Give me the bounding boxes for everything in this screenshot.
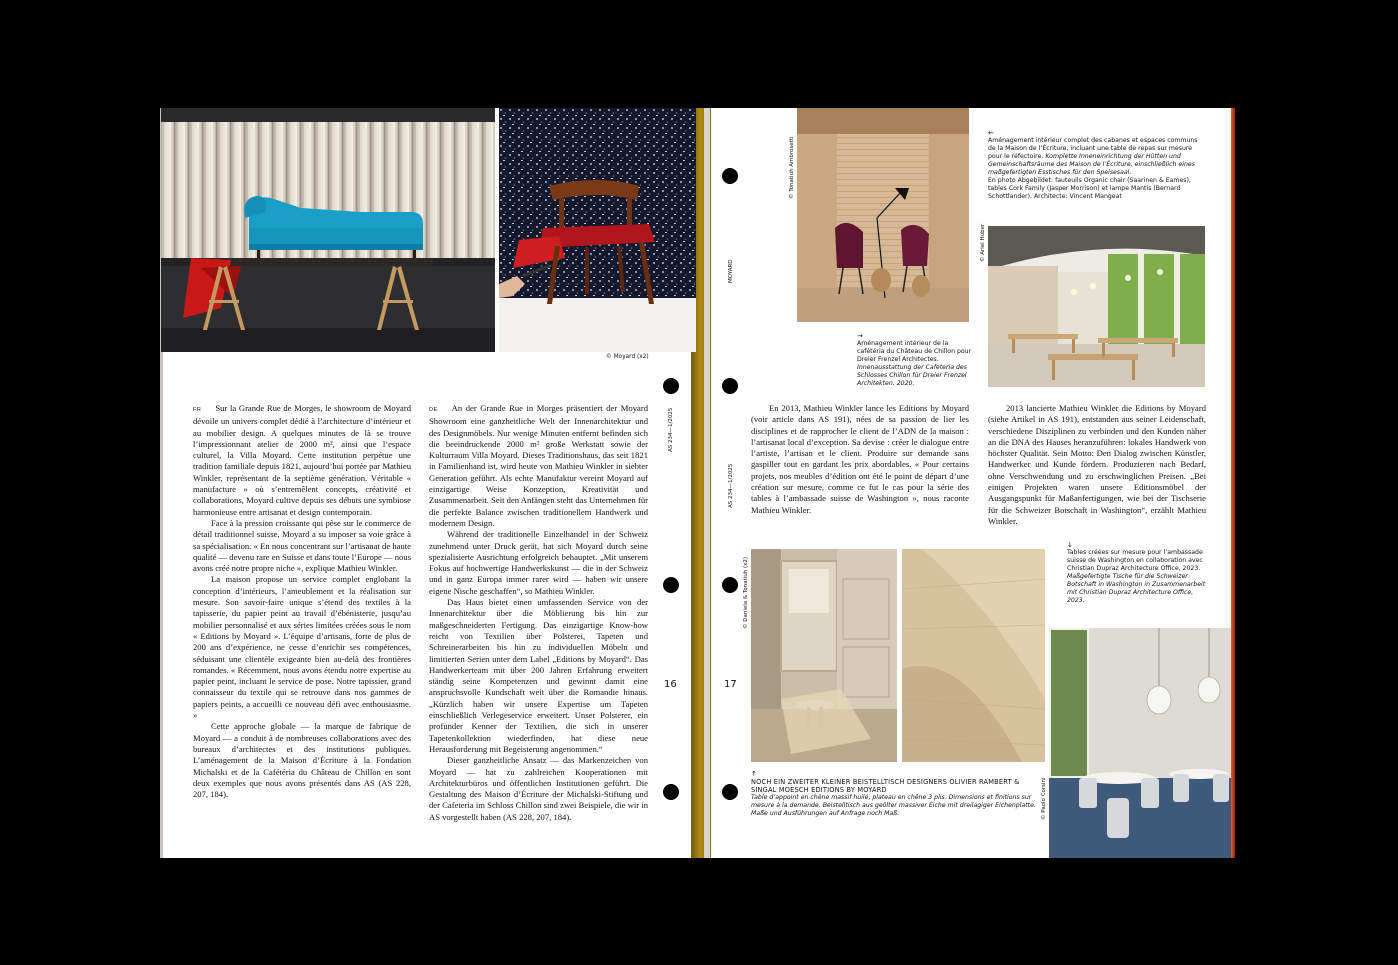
fr-paragraph-3: La maison propose un service complet englobant la conception d’intérieurs, l’ameublement et la réalisation sur mesure. Son savoir-faire unique s’étend des textiles à la tapisserie, du papier peint au travail d’ébénisterie, jusqu’au mobilier personnalisé et aux séries limitées créées sous le nom « Editions by Moyard ». L’équipe d’artisans, forte de plus de 200 ans d’expérience, ne cesse d’enrichir ses compétences, séduisant une clientèle exigeante bien au-delà des frontières romandes. « Récemment, nous avons étendu notre expertise au papier peint, incluant le service de pose. Notre tapissier, grand connaisseur du textile qui se retrouve dans nos gammes de papiers peints, a accueilli ce nouveau défi avec enthousiasme. » [193,574,411,721]
caption-washington [1067,541,1207,605]
de-paragraph-2: Während der traditionelle Einzelhandel in der Schweiz zunehmend unter Druck gerät, hat sich Moyard durch seine spezialisierte Ausrichtung erfolgreich behauptet. „Mit unserem Fokus auf hochwertige Handwerkskunst — die in der Schweiz und in ganz Europa immer rarer wird — haben wir unsere eigene Nische geschaffen“, so Mathieu Winkler. [429,529,648,596]
page-number-right: 17 [724,679,737,690]
right-de-paragraph: 2013 lancierte Mathieu Winkler die Editions by Moyard (siehe Artikel in AS 191), entstanden aus seiner Leidenschaft, verschiedene Disziplinen zu verbinden und den Kunden näher an die DNA des Hauses heranzuführen: lokales Handwerk von höchster Qualität. Sein Motto: Den Dialog zwischen Künstler, Handwerker und Kunde fördern. Produzieren nach Bedarf, ohne Verschwendung und zu erschwinglichen Preisen. „Bei einigen Projekten waren unsere Editionsmöbel der Ausgangspunkt für Maßanfertigungen, wie bei der Tischserie für die Schweizer Botschaft in Washington“, erzählt Mathieu Winkler. [988,403,1206,526]
caption-cabanes-photo: En photo Abgebildet: fauteuils Organic chair (Saarinen & Eames), tables Cork Family (Jasper Morrison) et lampe Mantis (Bernard Schottlander). Architecte: Vincent Mangeat [988,177,1191,200]
lang-label-de: DE [429,407,438,413]
fr-paragraph-2: Face à la pression croissante qui pèse sur le commerce de détail traditionnel suisse, Moyard a su imposer sa voie grâce à sa spécialisation. « En nous concentrant sur l’artisanat de haute qualité — devenu rare en Suisse et dans toute l’Europe — nous avons créé notre propre niche », explique Mathieu Winkler. [193,517,411,574]
column-right-de [988,403,1206,527]
credit-moyard: © Moyard (x2) [606,354,649,360]
issue-label-right: AS 234—1/2025 [728,463,734,508]
photo-room-side-table [751,549,897,762]
binder-hole [722,168,738,184]
credit-ariel: © Ariel Huber [980,223,986,262]
de-paragraph-4: Dieser ganzheitliche Ansatz — das Markenzeichen von Moyard — hat zu zahlreichen Kooperationen mit Architekturbüros und öffentlichen Institutionen geführt. Die Gestaltung des Maison d’Écriture der Michalski-Stiftung und der Cafeteria im Schloss Chillon sind zwei Beispiele, die wir in AS vorgestellt haben (AS 228, 207, 184). [429,755,648,822]
photo-embassy-tables [1049,628,1231,858]
column-de [429,403,648,823]
credit-paolo: © Paolo Corsini [1041,777,1047,820]
credit-tonatiuh: © Tonatiuh Ambrosetti [789,136,795,199]
fr-paragraph-1: Sur la Grande Rue de Morges, le showroom de Moyard dévoile un univers complet dédié à l’architecture d’intérieur et au mobilier design. A quelques minutes de là se trouve l’impressionnant atelier de 2000 m², ainsi que l’espace culturel, la Villa Moyard. Cette institution perpétue une tradition familiale depuis 1821, aujourd’hui portée par Mathieu Winkler, représentant de la septième génération. Véritable « manufacture » où s’entremêlent concepts, créativité et collaborations, Moyard cultive depuis ses débuts une symbiose harmonieuse entre artisanat et design contemporain. [193,403,411,517]
binder-hole [663,577,679,593]
de-paragraph-1: An der Grande Rue in Morges präsentiert der Moyard Showroom eine ganzheitliche Welt der Innenarchitektur und des Designmöbels. Nur wenige Minuten entfernt befinden sich die beeindruckende 2000 m² große Werkstatt sowie der Kulturraum Villa Moyard. Dieses Traditionshaus, das seit 1821 in Familienhand ist, wird heute von Mathieu Winkler in siebter Generation geführt. Als echte Manufaktur vereint Moyard auf einzigartige Weise Konzeption, Kreativität und Zusammenarbeit. Seit den Anfängen steht das Unternehmen für die perfekte Balance zwischen traditionellem Handwerk und modernem Design. [429,403,648,528]
section-label: MOYARD [728,259,734,283]
caption-cabanes [988,129,1206,201]
caption-beistelltisch-de: Beistelltisch aus geölter massiver Eiche mit dreilagiger Eichenplatte. Maße und Ausführungen auf Anfrage noch Maß. [751,802,1036,817]
caption-chillon [857,332,975,388]
binder-hole [663,784,679,800]
caption-cabanes-de: Komplette Inneneinrichtung der Hütten und Gemeinschaftsräume des Maison de l’Écriture, einschließlich eines maßgefertigten Esstisches für den Speisesaal. [988,153,1195,176]
photo-oak-detail [902,549,1045,762]
caption-beistelltisch [751,770,1041,818]
fr-paragraph-4: Cette approche globale — la marque de fabrique de Moyard — a conduit à de nombreuses collaborations avec des bureaux d’architectes et des institutions publiques. L’aménagement de la Maison d’Écriture à la Fondation Michalski et de la Cafétéria du Château de Chillon en sont deux exemples que nous avons présentés dans AS (AS 228, 207, 184). [193,721,411,800]
gutter-shadow [704,108,710,858]
issue-label-left: AS 234—1/2025 [668,407,674,452]
caption-washington-fr: Tables créées sur mesure pour l’ambassade suisse de Washington en collaboration avec Christian Dupraz Architecture Office, 2023. [1067,549,1203,572]
caption-cabanes-fr: Aménagement intérieur complet des cabanes et espaces communs de la Maison de l’Écriture, incluant une table de repas sur mesure pour le réfectoire. [988,137,1198,160]
arrow-right-icon: → [857,332,863,340]
binder-hole [722,577,738,593]
de-paragraph-3: Das Haus bietet einen umfassenden Service von der Innenarchitektur über die Möblierung bis hin zur maßgeschneiderten Fertigung. Das einzigartige Know-how reicht von Textilien über Polsterei, Tapeten und Schreinerarbeiten bis hin zu individuellen Möbeln und limitierten Serien unter dem Label „Editions by Moyard“. Das Handwerkerteam mit über 200 Jahren Erfahrung erweitert ständig seine Kompetenzen und gewinnt damit eine anspruchsvolle Kundschaft weit über die Romandie hinaus. „Kürzlich haben wir unsere Expertise um Tapeten einschließlich Verlegeservice erweitert. Unser Polsterer, ein profunder Kenner der Textilien, die sich in unserer Tapetenkollektion wiederfinden, hat diese neue Herausforderung mit Begeisterung angenommen.“ [429,597,648,754]
right-fr-paragraph: En 2013, Mathieu Winkler lance les Editions by Moyard (voir article dans AS 191), nées de sa passion de lier les disciplines et de rapprocher le client de l’ADN de la maison : l’artisanat local d’exception. Sa devise : créer le dialogue entre l’artiste, l’artisan et le client. Produire sur demande sans gaspiller tout en gardant les prix abordables. « Pour certains projets, nos meubles d’édition ont été le point de départ d’une création sur mesure, comme ce fut le cas pour la série des tables à l’ambassade suisse de Washington », nous raconte Mathieu Winkler. [751,403,969,515]
photo-cabin-interior [797,108,969,322]
photo-wooden-chair [499,108,696,352]
caption-beistelltisch-title: NOCH EIN ZWEITER KLEINER BEISTELLTISCH DESIGNERS OLIVIER RAMBERT & SINGAL MOESCH EDITIONS BY MOYARD [751,778,1020,794]
arrow-left-icon: ← [988,129,994,137]
column-fr [193,403,411,800]
binder-hole [663,378,679,394]
caption-beistelltisch-fr: Table d’appoint en chêne massif huilé, plateau en chêne 3 plis. Dimensions et finitions sur mesure à la demande. [751,794,1032,809]
page-number-left: 16 [664,679,677,690]
right-page-edge [1231,108,1235,858]
arrow-down-icon: ↓ [1067,541,1073,549]
photo-blue-chaise-longue [161,108,495,352]
credit-daniela: © Daniela & Tonatiuh (x2) [743,556,749,629]
column-right-fr [751,403,969,516]
photo-cafeteria [988,226,1205,387]
caption-chillon-fr: Aménagement intérieur de la cafétéria du Château de Chillon pour Dreier Frenzel Architectes. [857,340,972,363]
binder-hole [722,378,738,394]
caption-washington-de: Maßgefertigte Tische für die Schweizer Botschaft in Washington in Zusammenarbeit mit Christian Dupraz Architecture Office, 2023. [1067,573,1206,604]
caption-chillon-de: Innenausstattung der Cafeteria des Schlosses Chillon für Dreier Frenzel Architekten, 2020. [857,364,967,387]
arrow-up-icon: ↑ [751,770,757,778]
binder-hole [722,784,738,800]
lang-label-fr: FR [193,407,202,413]
